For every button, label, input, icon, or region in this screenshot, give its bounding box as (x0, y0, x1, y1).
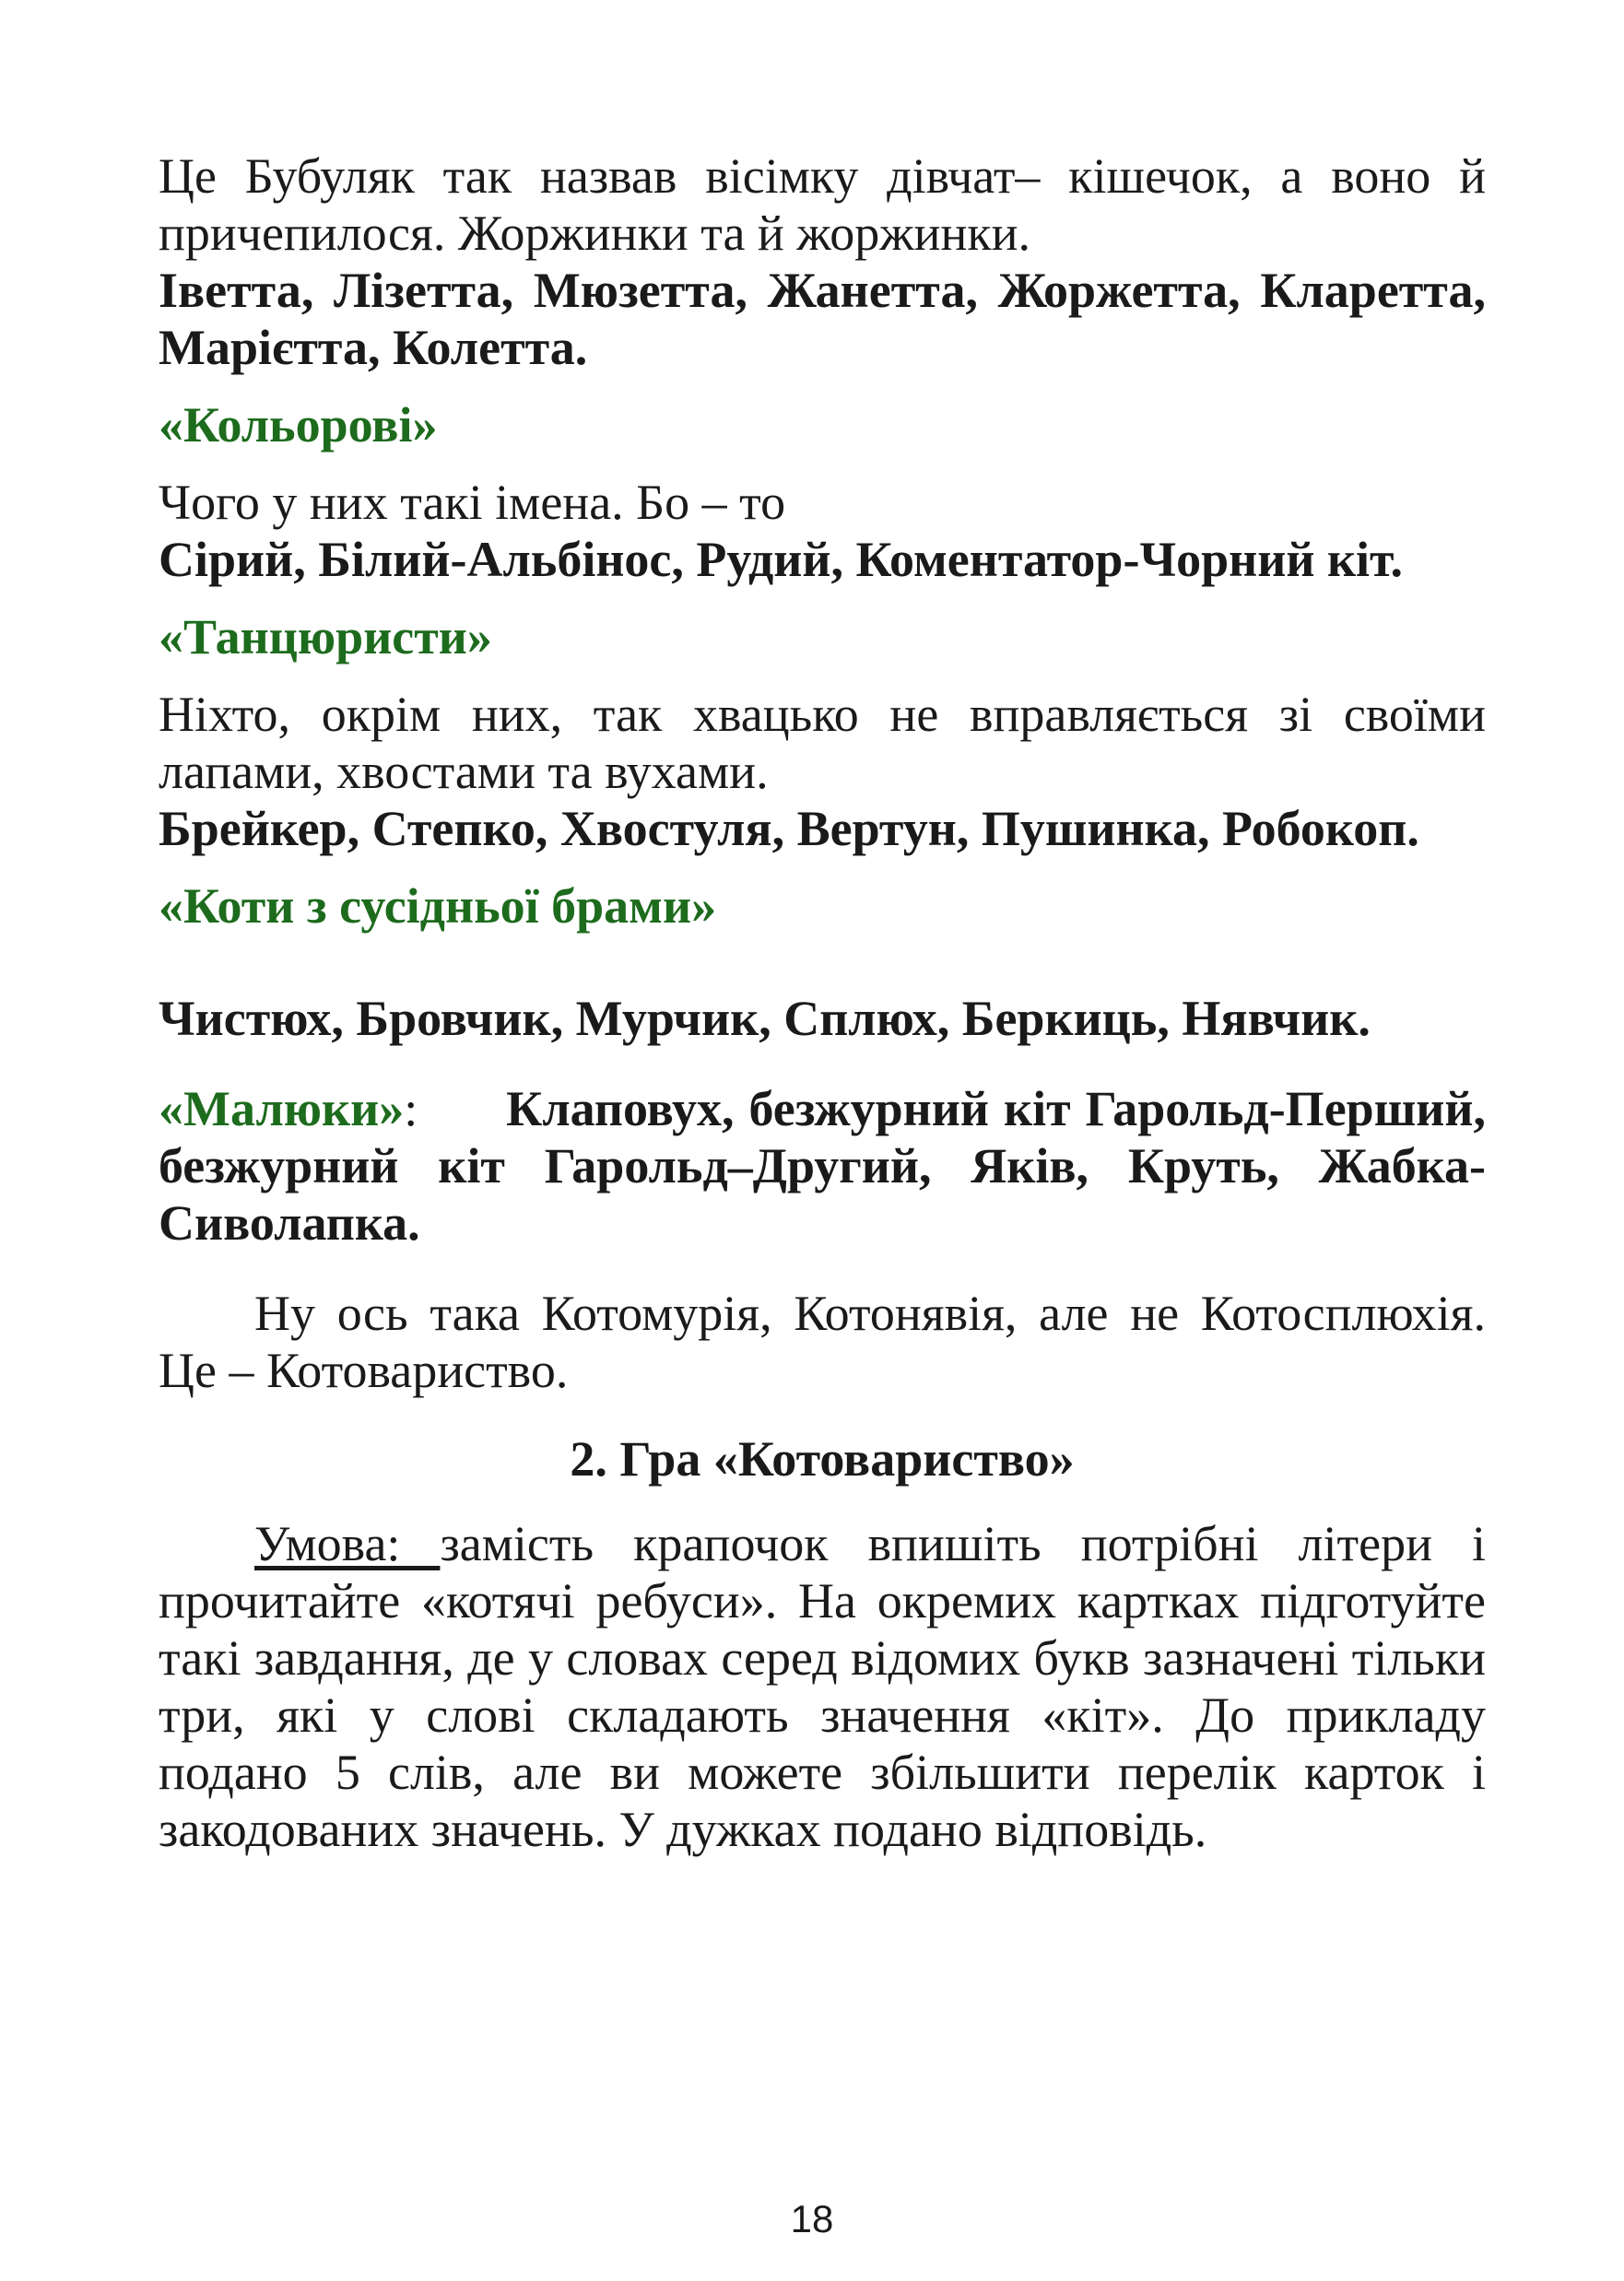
kids-paragraph (159, 1080, 1486, 1252)
page-content (159, 147, 1486, 1858)
dancers-names: Брейкер, Степко, Хвостуля, Вертун, Пушинка, Робокоп. (159, 801, 1419, 856)
dancers-heading: «Танцюристи» (159, 609, 492, 664)
intro-paragraph: Це Бубуляк так назвав вісімку дівчат– кішечок, а воно й причепилося. Жоржинки та й жоржинки. (159, 148, 1486, 261)
kids-colon: : (404, 1081, 418, 1136)
kids-heading: «Малюки» (159, 1081, 405, 1136)
game-title: 2. Гра «Котовариство» (570, 1431, 1075, 1487)
kids-names: Клаповух, безжурний кіт Гарольд-Перший, безжурний кіт Гарольд–Другий, Яків, Круть, Жабка-Сиволапка. (159, 1081, 1487, 1251)
neighbors-heading: «Коти з сусідньої брами» (159, 878, 717, 934)
girls-names: Іветта, Лізетта, Мюзетта, Жанетта, Жоржетта, Кларетта, Марієтта, Колетта. (159, 263, 1486, 375)
dancers-paragraph: Ніхто, окрім них, так хвацько не вправляється зі своїми лапами, хвостами та вухами. (159, 687, 1486, 799)
condition-text: замість крапочок впишіть потрібні літери і прочитайте «котячі ребуси». На окремих картках підготуйте такі завдання, де у словах серед відомих букв зазначені тільки три, які у слові складають значення «кіт». До прикладу подано 5 слів, але ви можете збільшити перелік карток і закодованих значень. У дужках подано відповідь. (159, 1516, 1486, 1857)
colored-names: Сірий, Білий-Альбінос, Рудий, Коментатор-Чорний кіт. (159, 532, 1404, 587)
condition-label: Умова: (254, 1516, 441, 1571)
condition-paragraph (159, 1515, 1486, 1858)
colored-heading: «Кольорові» (159, 397, 438, 453)
page-number: 18 (790, 2197, 834, 2240)
summary-paragraph: Ну ось така Котомурія, Котонявія, але не Котосплюхія. Це – Котовариство. (159, 1286, 1486, 1398)
neighbors-names: Чистюх, Бровчик, Мурчик, Сплюх, Беркиць, Нявчик. (159, 991, 1371, 1046)
colored-paragraph: Чого у них такі імена. Бо – то (159, 475, 786, 530)
